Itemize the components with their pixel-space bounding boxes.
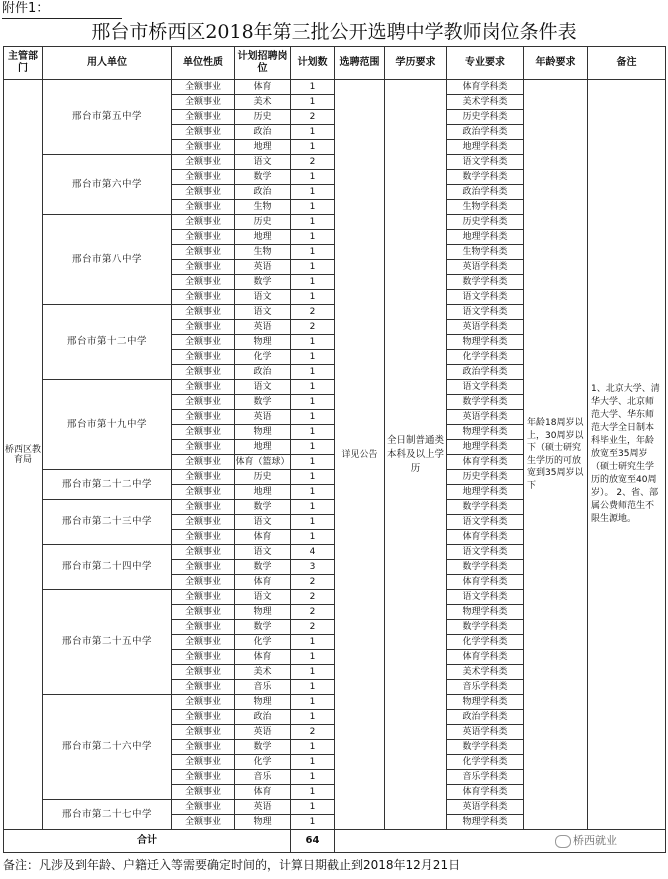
major-cell: 数学学科类: [447, 620, 524, 635]
major-cell: 化学学科类: [447, 350, 524, 365]
major-cell: 音乐学科类: [447, 770, 524, 785]
nature-cell: 全额事业: [172, 305, 235, 320]
nature-cell: 全额事业: [172, 110, 235, 125]
major-cell: 语文学科类: [447, 305, 524, 320]
nature-cell: 全额事业: [172, 80, 235, 95]
major-cell: 政治学科类: [447, 185, 524, 200]
count-cell: 1: [291, 260, 335, 275]
count-cell: 1: [291, 815, 335, 830]
position-cell: 物理: [235, 335, 291, 350]
nature-cell: 全额事业: [172, 290, 235, 305]
major-cell: 语文学科类: [447, 515, 524, 530]
major-cell: 物理学科类: [447, 605, 524, 620]
count-cell: 1: [291, 395, 335, 410]
major-cell: 语文学科类: [447, 545, 524, 560]
count-cell: 1: [291, 710, 335, 725]
nature-cell: 全额事业: [172, 800, 235, 815]
position-cell: 物理: [235, 815, 291, 830]
position-cell: 历史: [235, 215, 291, 230]
position-cell: 政治: [235, 710, 291, 725]
count-cell: 1: [291, 80, 335, 95]
unit-cell: 邢台市第二十四中学: [43, 545, 172, 590]
position-cell: 数学: [235, 740, 291, 755]
header-unit: 用人单位: [43, 47, 172, 80]
count-cell: 1: [291, 275, 335, 290]
header-row: [4, 47, 666, 80]
count-cell: 2: [291, 320, 335, 335]
major-cell: 体育学科类: [447, 80, 524, 95]
unit-cell: 邢台市第二十二中学: [43, 470, 172, 500]
header-remark: 备注: [588, 47, 666, 80]
position-cell: 历史: [235, 110, 291, 125]
count-cell: 1: [291, 785, 335, 800]
unit-cell: 邢台市第二十五中学: [43, 590, 172, 695]
position-cell: 化学: [235, 635, 291, 650]
position-cell: 体育: [235, 530, 291, 545]
position-cell: 数学: [235, 500, 291, 515]
count-cell: 1: [291, 185, 335, 200]
major-cell: 英语学科类: [447, 800, 524, 815]
nature-cell: 全额事业: [172, 500, 235, 515]
major-cell: 体育学科类: [447, 650, 524, 665]
nature-cell: 全额事业: [172, 245, 235, 260]
count-cell: 1: [291, 230, 335, 245]
count-cell: 1: [291, 530, 335, 545]
count-cell: 1: [291, 290, 335, 305]
nature-cell: 全额事业: [172, 200, 235, 215]
major-cell: 数学学科类: [447, 395, 524, 410]
header-age: 年龄要求: [524, 47, 588, 80]
position-cell: 数学: [235, 620, 291, 635]
position-table: [3, 46, 666, 853]
scope-cell: 详见公告: [335, 80, 385, 830]
header-major: 专业要求: [447, 47, 524, 80]
major-cell: 政治学科类: [447, 125, 524, 140]
position-cell: 数学: [235, 170, 291, 185]
nature-cell: 全额事业: [172, 320, 235, 335]
major-cell: 历史学科类: [447, 470, 524, 485]
nature-cell: 全额事业: [172, 740, 235, 755]
count-cell: 1: [291, 470, 335, 485]
position-cell: 地理: [235, 440, 291, 455]
major-cell: 历史学科类: [447, 215, 524, 230]
position-cell: 语文: [235, 305, 291, 320]
position-cell: 生物: [235, 200, 291, 215]
major-cell: 政治学科类: [447, 365, 524, 380]
position-cell: 音乐: [235, 680, 291, 695]
nature-cell: 全额事业: [172, 680, 235, 695]
position-cell: 政治: [235, 185, 291, 200]
major-cell: 英语学科类: [447, 410, 524, 425]
count-cell: 1: [291, 425, 335, 440]
position-cell: 体育: [235, 80, 291, 95]
major-cell: 体育学科类: [447, 785, 524, 800]
count-cell: 4: [291, 545, 335, 560]
count-cell: 1: [291, 125, 335, 140]
count-cell: 1: [291, 140, 335, 155]
unit-cell: 邢台市第八中学: [43, 215, 172, 305]
nature-cell: 全额事业: [172, 590, 235, 605]
major-cell: 地理学科类: [447, 230, 524, 245]
count-cell: 1: [291, 170, 335, 185]
major-cell: 数学学科类: [447, 500, 524, 515]
table-body: [4, 80, 666, 830]
nature-cell: 全额事业: [172, 620, 235, 635]
major-cell: 数学学科类: [447, 275, 524, 290]
nature-cell: 全额事业: [172, 440, 235, 455]
position-cell: 数学: [235, 395, 291, 410]
major-cell: 英语学科类: [447, 260, 524, 275]
position-cell: 英语: [235, 320, 291, 335]
major-cell: 物理学科类: [447, 815, 524, 830]
header-education: 学历要求: [385, 47, 447, 80]
education-cell: 全日制普通类本科及以上学历: [385, 80, 447, 830]
watermark: [555, 834, 617, 848]
count-cell: 1: [291, 440, 335, 455]
nature-cell: 全额事业: [172, 770, 235, 785]
position-cell: 英语: [235, 260, 291, 275]
count-cell: 1: [291, 740, 335, 755]
count-cell: 1: [291, 380, 335, 395]
header-dept: 主管部门: [4, 47, 43, 80]
nature-cell: 全额事业: [172, 455, 235, 470]
major-cell: 英语学科类: [447, 725, 524, 740]
position-cell: 语文: [235, 545, 291, 560]
position-cell: 语文: [235, 155, 291, 170]
major-cell: 音乐学科类: [447, 680, 524, 695]
position-cell: 地理: [235, 140, 291, 155]
major-cell: 体育学科类: [447, 575, 524, 590]
age-cell: 年龄18周岁以上，30周岁以下（硕士研究生学历的可放宽到35周岁以下: [524, 80, 588, 830]
unit-cell: 邢台市第二十七中学: [43, 800, 172, 830]
nature-cell: 全额事业: [172, 215, 235, 230]
position-cell: 历史: [235, 470, 291, 485]
count-cell: 2: [291, 305, 335, 320]
major-cell: 体育学科类: [447, 455, 524, 470]
nature-cell: 全额事业: [172, 125, 235, 140]
count-cell: 1: [291, 200, 335, 215]
major-cell: 语文学科类: [447, 155, 524, 170]
count-cell: 2: [291, 605, 335, 620]
count-cell: 2: [291, 620, 335, 635]
header-scope: 选聘范围: [335, 47, 385, 80]
nature-cell: 全额事业: [172, 530, 235, 545]
position-cell: 地理: [235, 485, 291, 500]
major-cell: 体育学科类: [447, 530, 524, 545]
count-cell: 2: [291, 725, 335, 740]
unit-cell: 邢台市第十九中学: [43, 380, 172, 470]
nature-cell: 全额事业: [172, 335, 235, 350]
position-cell: 体育: [235, 575, 291, 590]
count-cell: 1: [291, 245, 335, 260]
attachment-label: 附件1：: [2, 0, 122, 19]
unit-cell: 邢台市第二十三中学: [43, 500, 172, 545]
position-cell: 化学: [235, 350, 291, 365]
nature-cell: 全额事业: [172, 725, 235, 740]
page-title: 邢台市桥西区2018年第三批公开选聘中学教师岗位条件表: [91, 21, 577, 43]
count-cell: 1: [291, 680, 335, 695]
count-cell: 1: [291, 410, 335, 425]
dept-cell: 桥西区教育局: [4, 80, 43, 830]
count-cell: 1: [291, 770, 335, 785]
count-cell: 1: [291, 800, 335, 815]
position-cell: 物理: [235, 695, 291, 710]
major-cell: 美术学科类: [447, 95, 524, 110]
nature-cell: 全额事业: [172, 785, 235, 800]
position-cell: 体育（篮球）: [235, 455, 291, 470]
nature-cell: 全额事业: [172, 140, 235, 155]
major-cell: 语文学科类: [447, 590, 524, 605]
count-cell: 1: [291, 215, 335, 230]
count-cell: 1: [291, 515, 335, 530]
position-cell: 英语: [235, 410, 291, 425]
nature-cell: 全额事业: [172, 425, 235, 440]
remark-cell: 1、北京大学、清华大学、北京师范大学、华东师范大学全日制本科毕业生，年龄放宽至35周岁（硕士研究生学历的放宽至40周岁）。 2、省、部属公费师范生不限生源地。: [588, 80, 666, 830]
table-row: [4, 80, 666, 95]
major-cell: 化学学科类: [447, 635, 524, 650]
nature-cell: 全额事业: [172, 170, 235, 185]
position-cell: 语文: [235, 515, 291, 530]
nature-cell: 全额事业: [172, 485, 235, 500]
position-cell: 音乐: [235, 770, 291, 785]
nature-cell: 全额事业: [172, 650, 235, 665]
unit-cell: 邢台市第二十六中学: [43, 695, 172, 800]
nature-cell: 全额事业: [172, 695, 235, 710]
position-cell: 美术: [235, 95, 291, 110]
position-cell: 数学: [235, 560, 291, 575]
total-count: 64: [291, 830, 335, 853]
count-cell: 1: [291, 335, 335, 350]
count-cell: 2: [291, 575, 335, 590]
major-cell: 数学学科类: [447, 740, 524, 755]
nature-cell: 全额事业: [172, 380, 235, 395]
nature-cell: 全额事业: [172, 395, 235, 410]
header-position: 计划招聘岗位: [235, 47, 291, 80]
major-cell: 英语学科类: [447, 320, 524, 335]
major-cell: 语文学科类: [447, 290, 524, 305]
count-cell: 1: [291, 485, 335, 500]
count-cell: 2: [291, 110, 335, 125]
major-cell: 生物学科类: [447, 200, 524, 215]
major-cell: 语文学科类: [447, 380, 524, 395]
nature-cell: 全额事业: [172, 155, 235, 170]
position-cell: 数学: [235, 275, 291, 290]
nature-cell: 全额事业: [172, 605, 235, 620]
nature-cell: 全额事业: [172, 230, 235, 245]
position-cell: 英语: [235, 725, 291, 740]
unit-cell: 邢台市第五中学: [43, 80, 172, 155]
nature-cell: 全额事业: [172, 755, 235, 770]
position-cell: 英语: [235, 800, 291, 815]
position-cell: 地理: [235, 230, 291, 245]
nature-cell: 全额事业: [172, 710, 235, 725]
header-count: 计划数: [291, 47, 335, 80]
major-cell: 政治学科类: [447, 710, 524, 725]
major-cell: 美术学科类: [447, 665, 524, 680]
major-cell: 化学学科类: [447, 755, 524, 770]
position-cell: 语文: [235, 290, 291, 305]
header-nature: 单位性质: [172, 47, 235, 80]
major-cell: 数学学科类: [447, 560, 524, 575]
position-cell: 政治: [235, 125, 291, 140]
nature-cell: 全额事业: [172, 470, 235, 485]
nature-cell: 全额事业: [172, 275, 235, 290]
nature-cell: 全额事业: [172, 635, 235, 650]
nature-cell: 全额事业: [172, 185, 235, 200]
nature-cell: 全额事业: [172, 560, 235, 575]
nature-cell: 全额事业: [172, 545, 235, 560]
major-cell: 物理学科类: [447, 335, 524, 350]
wechat-icon: [555, 835, 571, 848]
position-cell: 物理: [235, 425, 291, 440]
count-cell: 1: [291, 695, 335, 710]
count-cell: 1: [291, 635, 335, 650]
footer-note: 备注：凡涉及到年龄、户籍迁入等需要确定时间的，计算日期截止到2018年12月21日: [3, 858, 461, 872]
major-cell: 物理学科类: [447, 695, 524, 710]
nature-cell: 全额事业: [172, 365, 235, 380]
major-cell: 地理学科类: [447, 485, 524, 500]
watermark-text: 桥西就业: [573, 834, 617, 847]
count-cell: 1: [291, 665, 335, 680]
nature-cell: 全额事业: [172, 515, 235, 530]
major-cell: 物理学科类: [447, 425, 524, 440]
count-cell: 2: [291, 590, 335, 605]
position-cell: 生物: [235, 245, 291, 260]
nature-cell: 全额事业: [172, 410, 235, 425]
count-cell: 1: [291, 365, 335, 380]
count-cell: 1: [291, 650, 335, 665]
count-cell: 1: [291, 755, 335, 770]
nature-cell: 全额事业: [172, 815, 235, 830]
nature-cell: 全额事业: [172, 260, 235, 275]
position-cell: 美术: [235, 665, 291, 680]
position-cell: 化学: [235, 755, 291, 770]
position-cell: 体育: [235, 785, 291, 800]
nature-cell: 全额事业: [172, 665, 235, 680]
position-cell: 语文: [235, 590, 291, 605]
count-cell: 1: [291, 95, 335, 110]
count-cell: 1: [291, 500, 335, 515]
position-cell: 物理: [235, 605, 291, 620]
unit-cell: 邢台市第六中学: [43, 155, 172, 215]
major-cell: 地理学科类: [447, 140, 524, 155]
total-label: 合计: [4, 830, 291, 853]
count-cell: 3: [291, 560, 335, 575]
position-cell: 政治: [235, 365, 291, 380]
position-cell: 体育: [235, 650, 291, 665]
major-cell: 历史学科类: [447, 110, 524, 125]
position-cell: 语文: [235, 380, 291, 395]
nature-cell: 全额事业: [172, 95, 235, 110]
nature-cell: 全额事业: [172, 350, 235, 365]
major-cell: 地理学科类: [447, 440, 524, 455]
major-cell: 数学学科类: [447, 170, 524, 185]
count-cell: 1: [291, 350, 335, 365]
count-cell: 1: [291, 455, 335, 470]
unit-cell: 邢台市第十二中学: [43, 305, 172, 380]
count-cell: 2: [291, 155, 335, 170]
nature-cell: 全额事业: [172, 575, 235, 590]
major-cell: 生物学科类: [447, 245, 524, 260]
